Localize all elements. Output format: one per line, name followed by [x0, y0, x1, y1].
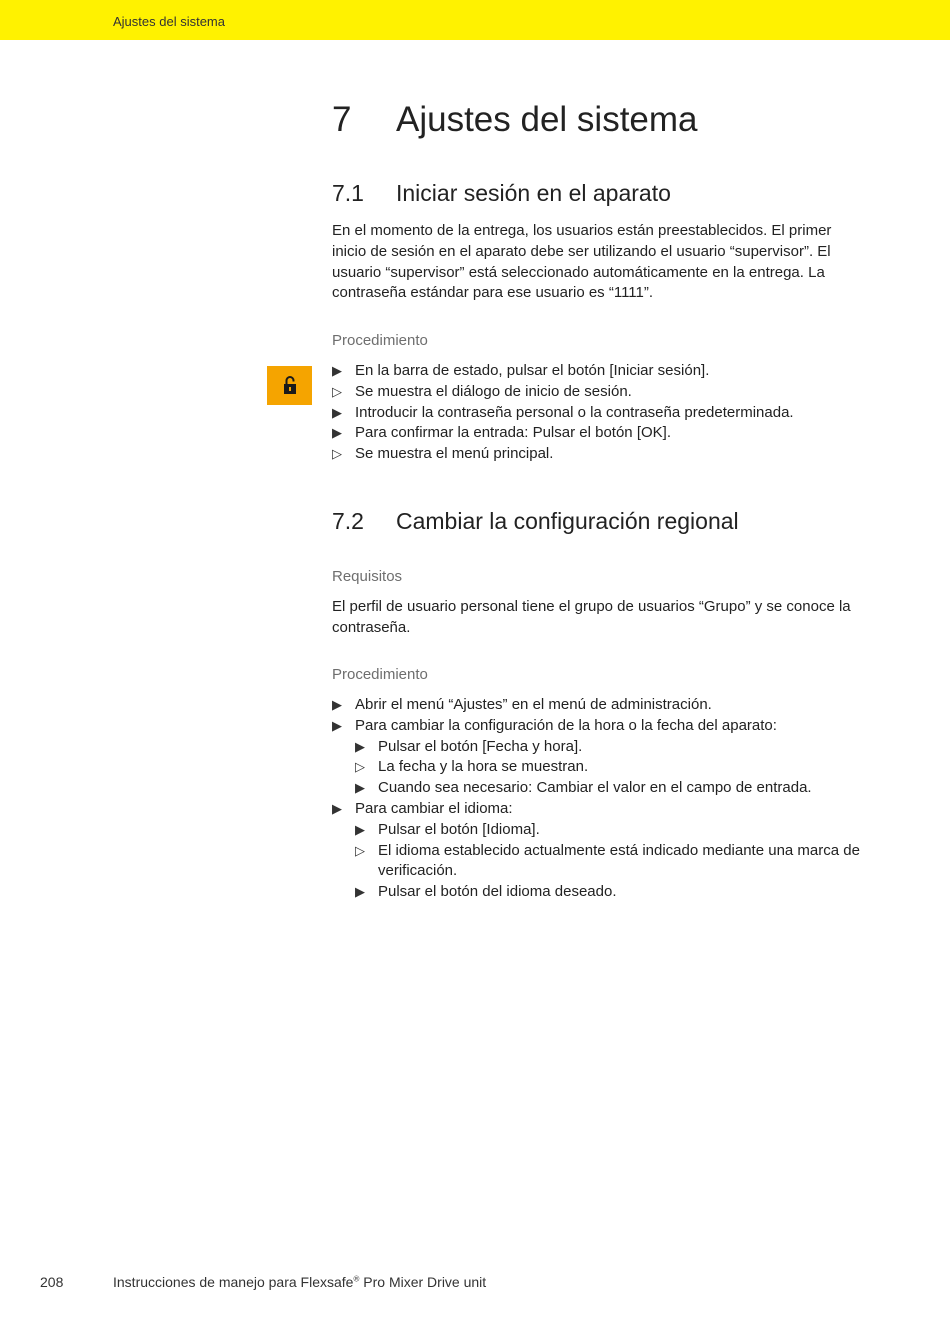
action-step: [332, 799, 872, 820]
action-marker-icon: ▶: [332, 363, 342, 378]
procedure-steps-7-1: [332, 361, 872, 465]
chapter-title: Ajustes del sistema: [396, 100, 698, 139]
requirements-text: El perfil de usuario personal tiene el grupo de usuarios “Grupo” y se conoce la contraseña.: [332, 598, 851, 636]
procedure-steps-7-2: [332, 695, 872, 903]
step-text: Pulsar el botón del idioma deseado.: [378, 883, 617, 901]
action-step: [332, 361, 872, 382]
action-step: [355, 882, 872, 903]
section-number: 7.1: [332, 180, 364, 206]
unlock-icon: [267, 366, 312, 405]
result-step: [355, 841, 872, 883]
action-step: [332, 695, 872, 716]
step-text: En la barra de estado, pulsar el botón [Iniciar sesión].: [355, 362, 710, 379]
action-step: [355, 820, 872, 841]
step-text: Pulsar el botón [Idioma].: [378, 820, 540, 838]
procedure-label: Procedimiento: [332, 332, 428, 349]
page-number: 208: [40, 1274, 64, 1290]
action-marker-icon: ▶: [332, 800, 342, 816]
result-step: [332, 444, 872, 465]
result-marker-icon: ▷: [355, 842, 365, 858]
step-text: La fecha y la hora se muestran.: [378, 758, 589, 776]
step-text: Para cambiar el idioma:: [355, 799, 513, 817]
section-heading-7-1: [332, 180, 671, 207]
section-body: En el momento de la entrega, los usuarios están preestablecidos. El primer inicio de sesión en el aparato debe ser utilizando el usuario “supervisor”. El usuario “supervisor” está seleccionado automáticamente en la entrega. La contraseña estándar para ese usuario es “1111”.: [332, 222, 832, 302]
action-step: [332, 716, 872, 737]
action-marker-icon: ▶: [332, 697, 342, 712]
result-step: [332, 382, 872, 403]
section-number: 7.2: [332, 508, 364, 534]
step-text: Pulsar el botón [Fecha y hora].: [378, 737, 583, 755]
action-marker-icon: ▶: [355, 738, 365, 754]
step-text: Para cambiar la configuración de la hora o la fecha del aparato:: [355, 716, 777, 734]
registered-mark: ®: [353, 1274, 360, 1284]
action-step: [332, 403, 872, 424]
section-title: Cambiar la configuración regional: [396, 508, 739, 534]
header-title: Ajustes del sistema: [113, 14, 225, 29]
step-text: Abrir el menú “Ajustes” en el menú de administración.: [355, 696, 712, 713]
action-marker-icon: ▶: [355, 821, 365, 837]
chapter-number: 7: [332, 100, 352, 139]
action-step: [355, 778, 872, 799]
step-text: Para confirmar la entrada: Pulsar el botón [OK].: [355, 424, 671, 442]
action-marker-icon: ▶: [332, 404, 342, 420]
chapter-heading: [332, 100, 698, 140]
result-marker-icon: ▷: [332, 383, 342, 399]
action-step: [332, 423, 872, 444]
footer-text-main: Instrucciones de manejo para Flexsafe: [113, 1274, 354, 1290]
footer-text: [113, 1274, 486, 1290]
step-text: Se muestra el menú principal.: [355, 445, 554, 463]
step-text: Se muestra el diálogo de inicio de sesión.: [355, 382, 632, 400]
action-marker-icon: ▶: [355, 780, 365, 796]
section-heading-7-2: [332, 508, 739, 535]
action-marker-icon: ▶: [355, 884, 365, 900]
requirements-label: Requisitos: [332, 568, 403, 585]
footer-text-product: Pro Mixer Drive unit: [359, 1274, 487, 1290]
action-marker-icon: ▶: [332, 425, 342, 441]
procedure-label: Procedimiento: [332, 666, 428, 683]
step-text: El idioma establecido actualmente está indicado mediante una marca de verificación.: [378, 841, 860, 880]
result-step: [355, 757, 872, 778]
action-marker-icon: ▶: [332, 717, 342, 733]
section-title: Iniciar sesión en el aparato: [396, 180, 671, 206]
header-bar: [0, 0, 950, 40]
result-marker-icon: ▷: [355, 759, 365, 775]
step-text: Introducir la contraseña personal o la contraseña predeterminada.: [355, 403, 794, 421]
action-step: [355, 737, 872, 758]
result-marker-icon: ▷: [332, 446, 342, 462]
step-text: Cuando sea necesario: Cambiar el valor en el campo de entrada.: [378, 779, 812, 797]
